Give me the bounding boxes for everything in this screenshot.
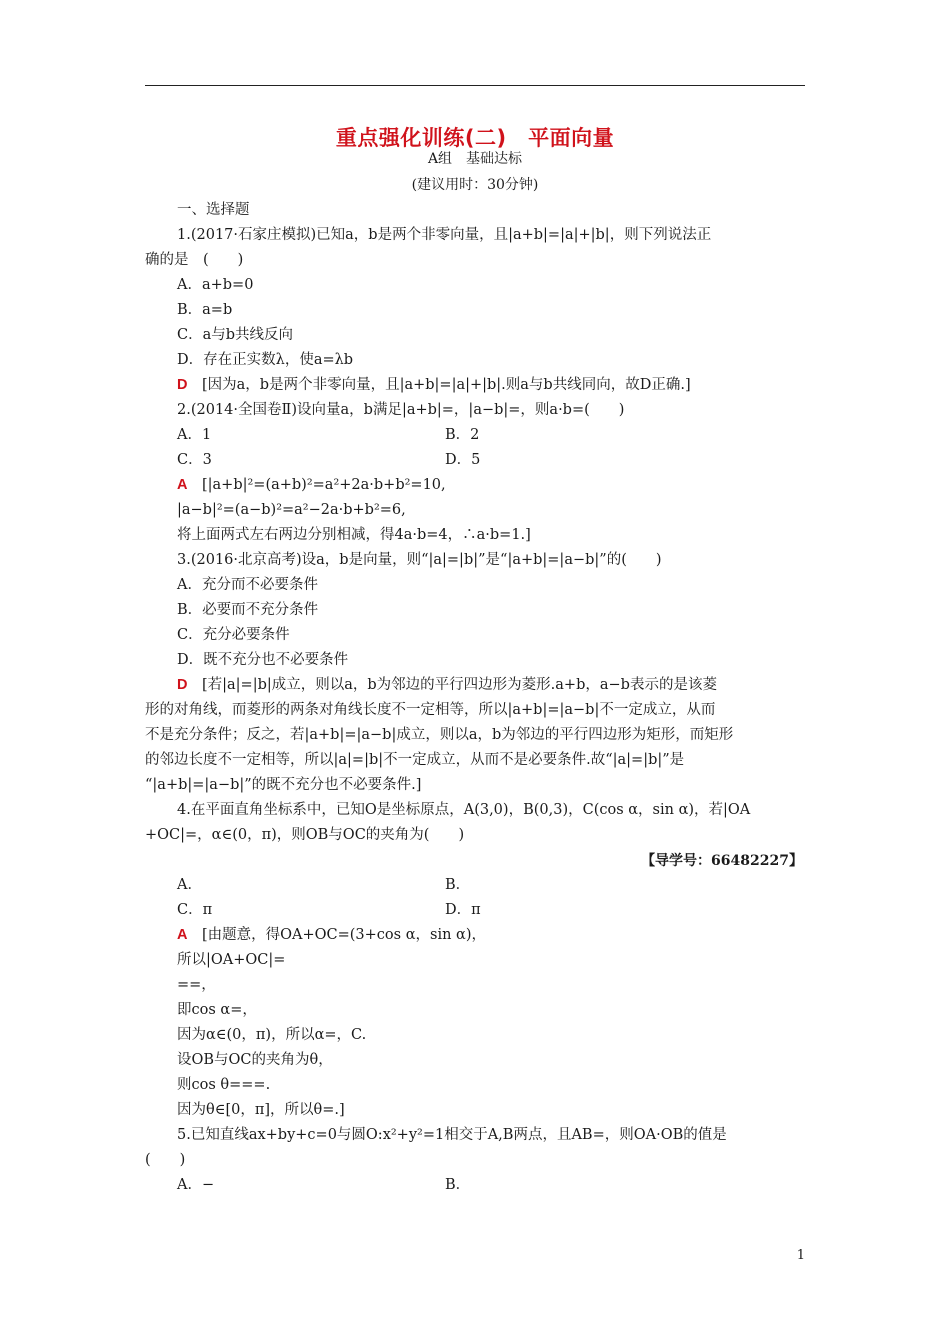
line-text: 因为α∈(0，π)，所以α=，C.: [177, 1027, 367, 1043]
line-text: C．充分必要条件: [177, 627, 290, 643]
line-text: ==，: [177, 977, 216, 993]
text-line: [177, 1175, 214, 1195]
line-text: C．3: [177, 452, 212, 468]
line-text: A．充分而不必要条件: [177, 577, 318, 593]
text-line: [177, 650, 348, 670]
line-text: ( ): [145, 1152, 186, 1168]
guide-number: 【导学号：66482227】: [641, 853, 803, 869]
answer-letter: D: [177, 677, 188, 693]
line-text: 所以|OA+OC|=: [177, 952, 286, 968]
text-line: [445, 1175, 470, 1195]
line-text: [|a+b|²=(a+b)²=a²+2a·b+b²=10,: [187, 477, 446, 493]
text-line: [445, 425, 479, 445]
line-text: 因为θ∈[0，π]，所以θ=.]: [177, 1102, 345, 1118]
answer-letter: A: [177, 477, 188, 493]
text-line: [177, 950, 285, 970]
line-text: B．a=b: [177, 302, 233, 318]
text-line: [177, 800, 750, 820]
line-text: A．: [177, 877, 202, 893]
line-text: A．−: [177, 1177, 215, 1193]
line-text: [因为a，b是两个非零向量，且|a+b|=|a|+|b|.则a与b共线同向，故D正确.]: [187, 377, 691, 393]
text-line: [177, 975, 216, 995]
time-note: (建议用时：30分钟): [411, 177, 539, 193]
line-text: B．: [445, 877, 471, 893]
line-text: 一、选择题: [177, 202, 250, 218]
line-text: 2.(2014·全国卷Ⅱ)设向量a，b满足|a+b|=，|a−b|=，则a·b=( ): [177, 402, 625, 418]
text-line: [145, 825, 464, 845]
line-text: 不是充分条件；反之，若|a+b|=|a−b|成立，则以a，b为邻边的平行四边形为矩形，而矩形: [145, 727, 734, 743]
line-text: 将上面两式左右两边分别相减，得4a·b=4，∴a·b=1.]: [177, 527, 531, 543]
text-line: [177, 525, 531, 545]
text-line: [445, 875, 470, 895]
line-text: 4.在平面直角坐标系中，已知O是坐标原点，A(3,0)，B(0,3)，C(cos α，sin α)，若|OA: [177, 802, 751, 818]
answer-letter: D: [177, 377, 188, 393]
text-line: [177, 925, 486, 945]
line-text: 则cos θ===.: [177, 1077, 271, 1093]
line-text: 确的是 ( ): [145, 252, 244, 268]
text-line: [177, 575, 318, 595]
line-text: B．: [445, 1177, 471, 1193]
line-text: 设OB与OC的夹角为θ，: [177, 1052, 333, 1068]
page-number: 1: [796, 1248, 805, 1263]
line-text: D．存在正实数λ，使a=λb: [177, 352, 354, 368]
text-line: [445, 900, 481, 920]
text-line: [177, 275, 253, 295]
line-text: “|a+b|=|a−b|”的既不充分也不必要条件.]: [145, 777, 422, 793]
text-line: [177, 1125, 727, 1145]
text-line: [177, 425, 211, 445]
text-line: [177, 475, 446, 495]
line-text: 即cos α=，: [177, 1002, 257, 1018]
text-line: [177, 225, 711, 245]
section-subtitle: A组 基础达标: [427, 151, 523, 167]
text-line: [177, 625, 290, 645]
text-line: [177, 300, 232, 320]
text-line: [177, 600, 318, 620]
line-text: D．既不充分也不必要条件: [177, 652, 349, 668]
text-line: [177, 325, 293, 345]
line-text: +OC|=，α∈(0，π)，则OB与OC的夹角为( ): [145, 827, 465, 843]
text-line: [145, 750, 684, 770]
line-text: D．π: [445, 902, 481, 918]
text-line: [145, 1150, 185, 1170]
text-line: [177, 500, 406, 520]
text-line: [177, 1000, 257, 1020]
text-line: [145, 725, 733, 745]
text-line: [177, 1025, 366, 1045]
line-text: 形的对角线，而菱形的两条对角线长度不一定相等，所以|a+b|=|a−b|不一定成立，从而: [145, 702, 716, 718]
line-text: 3.(2016·北京高考)设a，b是向量，则“|a|=|b|”是“|a+b|=|a−b|”的( ): [177, 552, 662, 568]
text-line: [177, 1050, 333, 1070]
text-line: [145, 700, 715, 720]
text-line: [177, 875, 202, 895]
line-text: [若|a|=|b|成立，则以a，b为邻边的平行四边形为菱形.a+b，a−b表示的是该菱: [187, 677, 717, 693]
line-text: 1.(2017·石家庄模拟)已知a，b是两个非零向量，且|a+b|=|a|+|b|，则下列说法正: [177, 227, 712, 243]
line-text: B．2: [445, 427, 480, 443]
text-line: [177, 1075, 270, 1095]
line-text: D．5: [445, 452, 481, 468]
text-line: [445, 450, 480, 470]
line-text: 的邻边长度不一定相等，所以|a|=|b|不一定成立，从而不是必要条件.故“|a|=|b|”是: [145, 752, 685, 768]
line-text: C．a与b共线反向: [177, 327, 294, 343]
line-text: A．a+b=0: [177, 277, 254, 293]
line-text: A．1: [177, 427, 212, 443]
line-text: C．π: [177, 902, 213, 918]
text-line: [177, 450, 212, 470]
line-text: |a−b|²=(a−b)²=a²−2a·b+b²=6,: [177, 502, 406, 518]
text-line: [145, 775, 421, 795]
text-line: [145, 250, 243, 270]
line-text: B．必要而不充分条件: [177, 602, 319, 618]
header-rule: [145, 85, 805, 86]
page-title: 重点强化训练(二) 平面向量: [335, 126, 615, 150]
line-text: [由题意，得OA+OC=(3+cos α，sin α)，: [187, 927, 486, 943]
text-line: [177, 900, 212, 920]
text-line: [177, 550, 662, 570]
answer-letter: A: [177, 927, 188, 943]
text-line: [177, 675, 717, 695]
text-line: [177, 350, 353, 370]
text-line: [177, 400, 624, 420]
text-line: [177, 200, 250, 220]
text-line: [177, 1100, 345, 1120]
line-text: 5.已知直线ax+by+c=0与圆O:x²+y²=1相交于A,B两点，且AB=，则OA·OB的值是: [177, 1127, 727, 1143]
text-line: [177, 375, 691, 395]
